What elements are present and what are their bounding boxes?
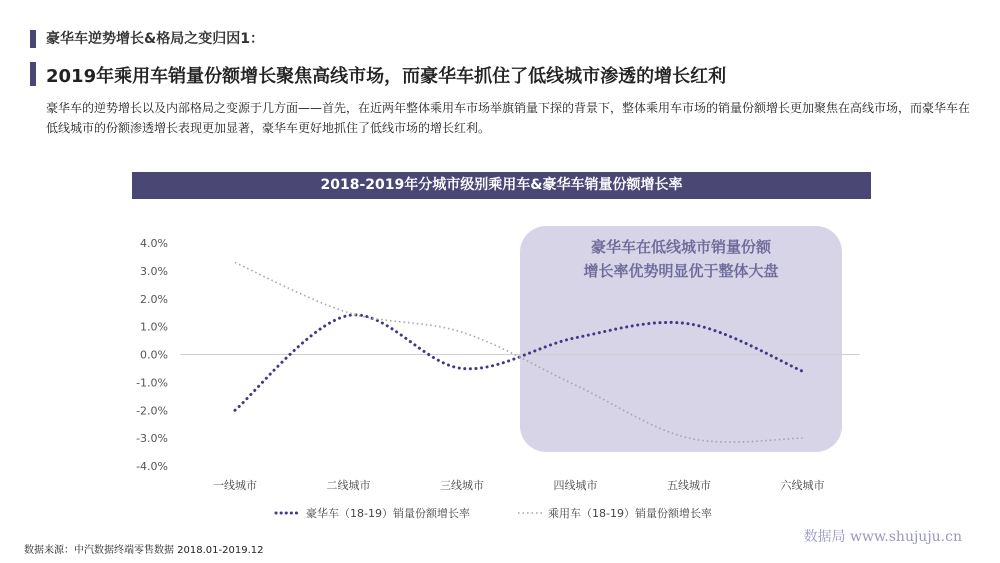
chart-title: 2018-2019年分城市级别乘用车&豪华车销量份额增长率: [132, 172, 871, 199]
section-kicker: 豪华车逆势增长&格局之变归因1：: [46, 31, 264, 47]
highlight-text-line-1: 豪华车在低线城市销量份额: [590, 238, 772, 256]
y-tick-label: 4.0%: [140, 237, 168, 250]
y-tick-label: 2.0%: [140, 292, 168, 306]
legend-label-passenger: 乘用车（18-19）销量份额增长率: [548, 507, 712, 520]
summary-paragraph: 豪华车的逆势增长以及内部格局之变源于几方面——首先，在近两年整体乘用车市场举旗销量下探的背景下，整体乘用车市场的销量份额增长更加聚焦在高线市场，而豪华车在低线城市的份额渗透增长表现更加显著，豪华车更好地抓住了低线市场的增长红利。: [46, 101, 971, 135]
legend-label-luxury: 豪华车（18-19）销量份额增长率: [306, 507, 470, 520]
highlight-text-line-2: 增长率优势明显优于整体大盘: [583, 262, 779, 280]
y-tick-label: 0.0%: [140, 348, 168, 362]
y-tick-label: -1.0%: [136, 376, 168, 390]
x-tick-label: 五线城市: [667, 479, 711, 492]
y-tick-label: -3.0%: [136, 432, 168, 446]
x-tick-label: 三线城市: [440, 479, 484, 492]
data-source: 数据来源：中汽数据终端零售数据 2018.01-2019.12: [24, 545, 264, 556]
legend: [276, 506, 712, 520]
x-tick-label: 一线城市: [213, 479, 257, 492]
x-tick-label: 六线城市: [780, 479, 825, 492]
watermark: 数据局 www.shujuju.cn: [803, 529, 962, 545]
x-axis: [213, 478, 825, 492]
y-tick-label: 1.0%: [140, 320, 168, 334]
y-tick-label: 3.0%: [140, 264, 168, 278]
y-axis: [136, 237, 168, 473]
x-tick-label: 二线城市: [326, 479, 371, 492]
page-title: 2019年乘用车销量份额增长聚焦高线市场，而豪华车抓住了低线城市渗透的增长红利: [46, 66, 727, 87]
y-tick-label: -2.0%: [136, 404, 168, 418]
y-tick-label: -4.0%: [136, 460, 168, 473]
x-tick-label: 四线城市: [553, 479, 598, 492]
highlight-box: [520, 226, 842, 452]
